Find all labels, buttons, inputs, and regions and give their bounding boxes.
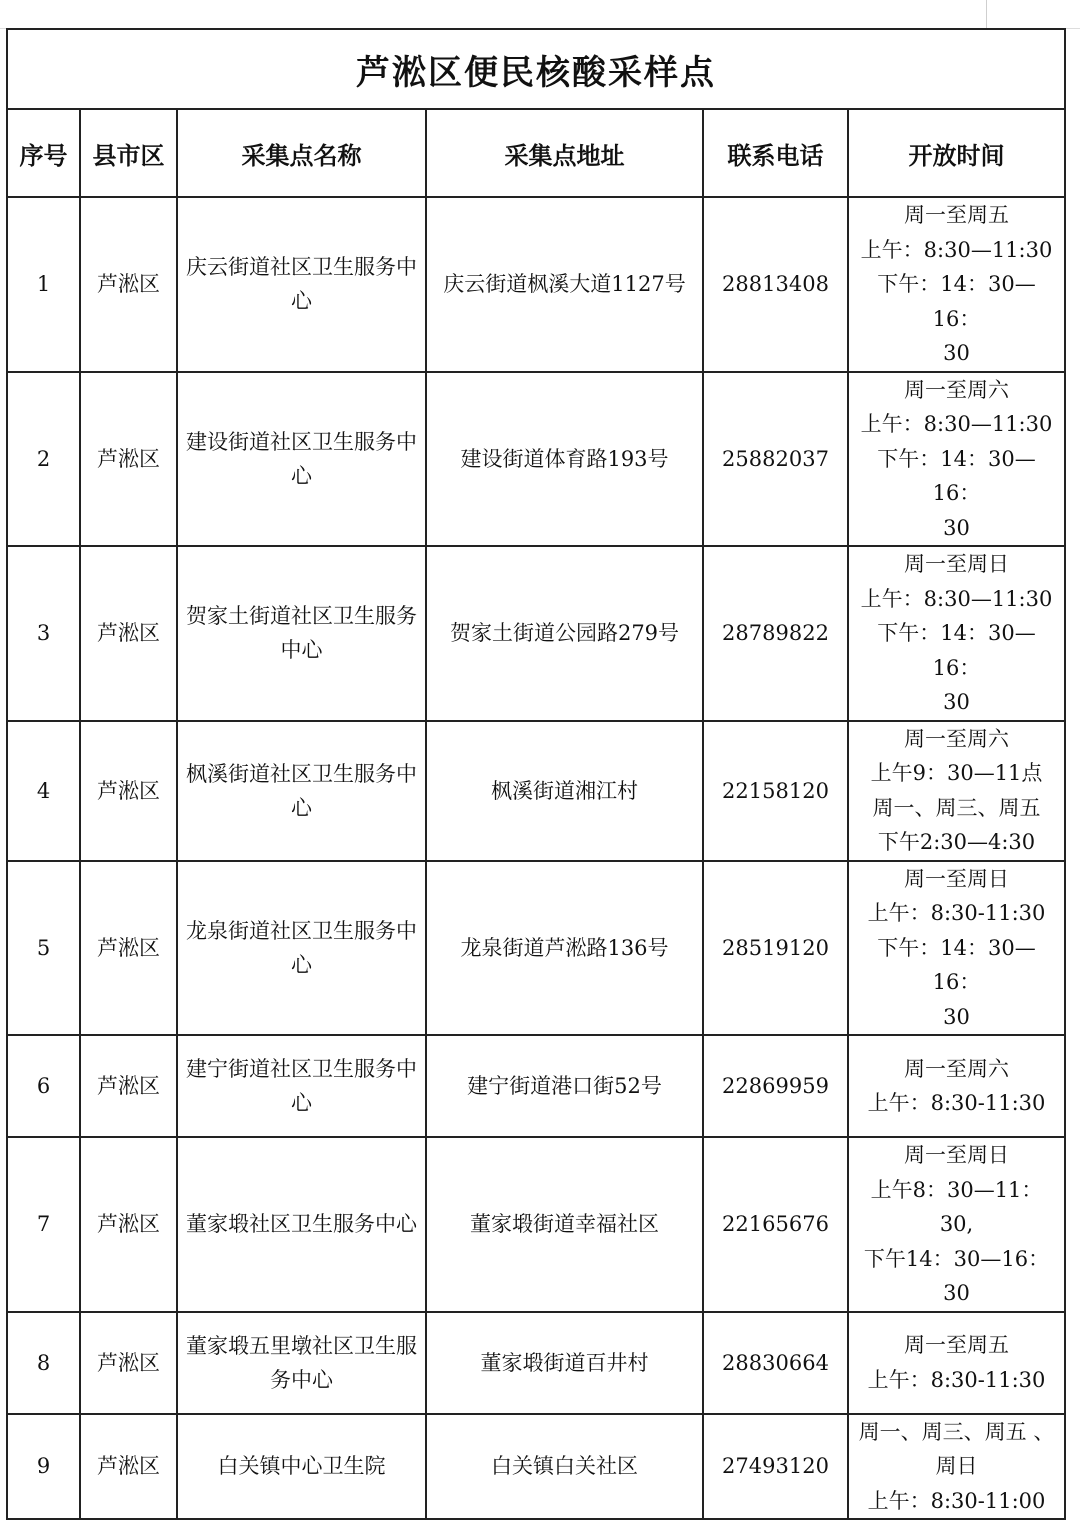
hours-line: 周一、周三、周五 、 (858, 1419, 1055, 1444)
cell-site-name: 建宁街道社区卫生服务中心 (177, 1035, 426, 1137)
cell-site-name: 枫溪街道社区卫生服务中心 (177, 721, 426, 861)
hours-line: 上午：8:30-11:30 (867, 1091, 1046, 1115)
cell-district: 芦淞区 (80, 1035, 177, 1137)
hours-line: 30 (943, 341, 970, 365)
hours-line: 上午9：30—11点 (870, 761, 1043, 785)
header-address: 采集点地址 (426, 109, 703, 197)
hours-line: 下午：14：30—16： (877, 446, 1036, 505)
cell-hours (848, 861, 1065, 1036)
page-guide-line (986, 0, 987, 28)
cell-serial: 1 (7, 197, 80, 372)
table-row (7, 372, 1065, 547)
cell-hours (848, 372, 1065, 547)
hours-line: 下午：14：30—16： (877, 935, 1036, 994)
cell-address: 董家塅街道百井村 (426, 1312, 703, 1414)
cell-address: 贺家土街道公园路279号 (426, 546, 703, 721)
header-district: 县市区 (80, 109, 177, 197)
hours-line: 30 (943, 1281, 970, 1305)
hours-line: 周一至周五 (904, 203, 1010, 227)
table-row (7, 721, 1065, 861)
table-row (7, 1035, 1065, 1137)
hours-line: 周一至周日 (904, 1143, 1010, 1167)
hours-line: 上午8：30—11：30, (870, 1177, 1043, 1236)
cell-district: 芦淞区 (80, 1137, 177, 1312)
cell-serial: 8 (7, 1312, 80, 1414)
hours-line: 周日 (935, 1454, 978, 1478)
cell-serial: 5 (7, 861, 80, 1036)
cell-serial: 3 (7, 546, 80, 721)
hours-line: 周一至周五 (904, 1333, 1010, 1357)
table-row (7, 1414, 1065, 1520)
hours-line: 周一至周六 (904, 1056, 1010, 1081)
hours-line: 30 (943, 515, 970, 540)
cell-hours (848, 1035, 1065, 1137)
cell-address: 枫溪街道湘江村 (426, 721, 703, 861)
table-row (7, 197, 1065, 372)
hours-line: 周一、周三、周五 (872, 795, 1041, 820)
hours-line: 下午2:30—4:30 (877, 830, 1036, 854)
header-row (7, 109, 1065, 197)
cell-serial: 7 (7, 1137, 80, 1312)
header-phone: 联系电话 (703, 109, 848, 197)
cell-phone: 22869959 (703, 1035, 848, 1137)
sampling-sites-table (6, 28, 1066, 1520)
cell-phone: 28789822 (703, 546, 848, 721)
cell-phone: 22158120 (703, 721, 848, 861)
cell-hours (848, 1137, 1065, 1312)
header-serial: 序号 (7, 109, 80, 197)
hours-line: 周一至周六 (904, 377, 1010, 402)
cell-site-name: 白关镇中心卫生院 (177, 1414, 426, 1520)
cell-serial: 4 (7, 721, 80, 861)
cell-district: 芦淞区 (80, 546, 177, 721)
hours-line: 周一至周六 (904, 726, 1010, 751)
cell-hours (848, 721, 1065, 861)
cell-serial: 2 (7, 372, 80, 547)
cell-phone: 28519120 (703, 861, 848, 1036)
hours-line: 30 (943, 690, 970, 714)
cell-site-name: 庆云街道社区卫生服务中心 (177, 197, 426, 372)
cell-phone: 22165676 (703, 1137, 848, 1312)
header-hours: 开放时间 (848, 109, 1065, 197)
hours-line: 下午：14：30—16： (877, 621, 1036, 680)
header-site-name: 采集点名称 (177, 109, 426, 197)
hours-line: 周一至周日 (904, 552, 1010, 576)
cell-address: 龙泉街道芦淞路136号 (426, 861, 703, 1036)
cell-phone: 27493120 (703, 1414, 848, 1520)
hours-line: 周一至周日 (904, 866, 1010, 891)
cell-site-name: 建设街道社区卫生服务中心 (177, 372, 426, 547)
cell-district: 芦淞区 (80, 1414, 177, 1520)
cell-hours (848, 1414, 1065, 1520)
hours-line: 上午：8:30—11:30 (860, 586, 1053, 611)
cell-district: 芦淞区 (80, 372, 177, 547)
cell-phone: 28813408 (703, 197, 848, 372)
cell-district: 芦淞区 (80, 1312, 177, 1414)
cell-address: 白关镇白关社区 (426, 1414, 703, 1520)
cell-hours (848, 1312, 1065, 1414)
table-row (7, 861, 1065, 1036)
cell-phone: 25882037 (703, 372, 848, 547)
hours-line: 上午：8:30-11:30 (867, 901, 1046, 925)
hours-line: 下午14：30—16： (863, 1246, 1050, 1271)
cell-serial: 6 (7, 1035, 80, 1137)
cell-serial: 9 (7, 1414, 80, 1520)
hours-line: 30 (943, 1004, 970, 1029)
cell-hours (848, 197, 1065, 372)
table-title: 芦淞区便民核酸采样点 (7, 29, 1065, 109)
cell-phone: 28830664 (703, 1312, 848, 1414)
hours-line: 下午：14：30—16： (877, 272, 1036, 331)
cell-site-name: 龙泉街道社区卫生服务中心 (177, 861, 426, 1036)
cell-district: 芦淞区 (80, 197, 177, 372)
table-row (7, 1312, 1065, 1414)
cell-district: 芦淞区 (80, 861, 177, 1036)
cell-address: 庆云街道枫溪大道1127号 (426, 197, 703, 372)
cell-address: 建宁街道港口街52号 (426, 1035, 703, 1137)
table-row (7, 1137, 1065, 1312)
cell-site-name: 贺家土街道社区卫生服务中心 (177, 546, 426, 721)
cell-site-name: 董家塅社区卫生服务中心 (177, 1137, 426, 1312)
cell-district: 芦淞区 (80, 721, 177, 861)
table-row (7, 546, 1065, 721)
hours-line: 上午：8:30-11:30 (867, 1367, 1046, 1392)
hours-line: 上午：8:30—11:30 (860, 237, 1053, 262)
hours-line: 上午：8:30-11:00 (867, 1488, 1046, 1513)
hours-line: 上午：8:30—11:30 (860, 412, 1053, 436)
cell-address: 董家塅街道幸福社区 (426, 1137, 703, 1312)
cell-site-name: 董家塅五里墩社区卫生服务中心 (177, 1312, 426, 1414)
cell-hours (848, 546, 1065, 721)
cell-address: 建设街道体育路193号 (426, 372, 703, 547)
